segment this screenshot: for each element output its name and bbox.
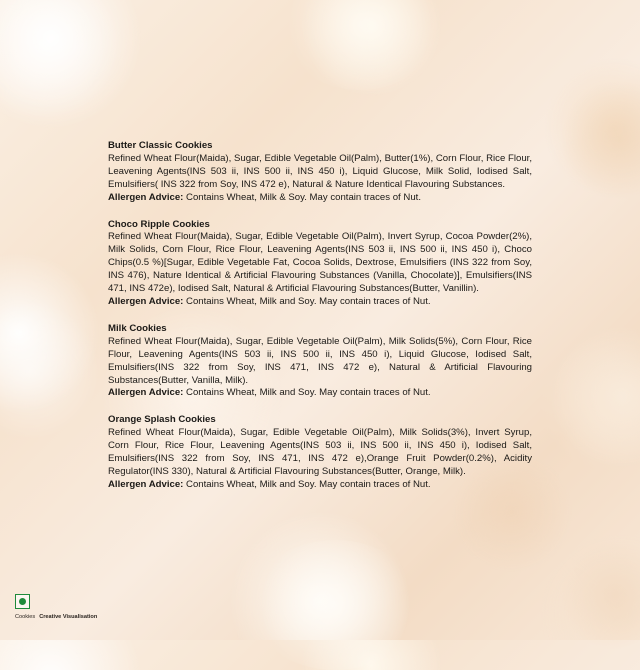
- product-heading: Choco Ripple Cookies: [108, 218, 210, 230]
- allergen-text: Contains Wheat, Milk and Soy. May contain traces of Nut.: [183, 295, 431, 307]
- ingredients-panel: [108, 140, 532, 506]
- ingredients-text: Refined Wheat Flour(Maida), Sugar, Edible Vegetable Oil(Palm), Invert Syrup, Cocoa Powder(2%), Milk Solids, Corn Flour, Rice Flour, Leavening Agents(INS 503 ii, INS 500 ii, INS 450 i), Choco Chips(0.5 %)[Sugar, Edible Vegetable Fat, Cocoa Solids, Dextrose, Emulsifiers (INS 322 from Soy, INS 476), Nature Identical & Artificial Flavouring Substances (Vanilla, Chocolate)], Emulsifiers(INS 471, INS 472e), Iodised Salt, Natural & Artificial Flavouring Substances(Butter, Vanillin).: [108, 231, 532, 295]
- allergen-text: Contains Wheat, Milk and Soy. May contain traces of Nut.: [183, 387, 431, 399]
- ingredients-text: Refined Wheat Flour(Maida), Sugar, Edible Vegetable Oil(Palm), Milk Solids(5%), Corn Flour, Rice Flour, Leavening Agents(INS 503 ii, INS 500 ii, INS 450 i), Liquid Glucose, Iodised Salt, Emulsifiers(INS 322 from Soy, INS 471, INS 472 e), Natural & Artificial Flavouring Substances(Butter, Vanilla, Milk).: [108, 335, 532, 386]
- bokeh-light: [0, 0, 120, 120]
- bokeh-light: [540, 340, 640, 470]
- ingredients-text: Refined Wheat Flour(Maida), Sugar, Edible Vegetable Oil(Palm), Milk Solids(3%), Invert Syrup, Corn Flour, Rice Flour, Leavening Agents(INS 503 ii, INS 500 ii, INS 450 i), Iodised Salt, Emulsifiers(INS 322 from Soy, INS 471, INS 472 e),Orange Fruit Powder(0.2%), Acidity Regulator(INS 330), Natural & Artificial Flavouring Substances(Butter, Orange, Milk).: [108, 427, 532, 477]
- veg-dot: [19, 598, 26, 605]
- allergen-text: Contains Wheat, Milk & Soy. May contain traces of Nut.: [183, 191, 421, 203]
- product-section-butter-classic: [108, 140, 532, 205]
- allergen-text: Contains Wheat, Milk and Soy. May contain traces of Nut.: [183, 478, 431, 490]
- allergen-label: Allergen Advice:: [108, 387, 184, 399]
- product-section-choco-ripple: [108, 219, 532, 309]
- bokeh-light: [250, 540, 420, 670]
- allergen-label: Allergen Advice:: [108, 295, 184, 307]
- allergen-label: Allergen Advice:: [108, 478, 184, 490]
- bokeh-light: [280, 0, 440, 90]
- bokeh-light: [0, 300, 100, 440]
- bokeh-light: [560, 540, 640, 650]
- allergen-label: Allergen Advice:: [108, 191, 184, 203]
- footer-tag: Creative Visualisation: [39, 614, 98, 620]
- product-heading: Butter Classic Cookies: [108, 140, 213, 151]
- allergen-advice: [108, 387, 532, 400]
- veg-mark-icon: [15, 594, 30, 609]
- ingredients-text: Refined Wheat Flour(Maida), Sugar, Edible Vegetable Oil(Palm), Butter(1%), Corn Flour, Rice Flour, Leavening Agents(INS 503 ii, INS 500 ii, INS 450 i), Liquid Glucose, Milk Solid, Iodised Salt, Emulsifiers( INS 322 from Soy, INS 472 e), Natural & Nature Identical Flavouring Substances.: [108, 152, 532, 190]
- product-heading: Milk Cookies: [108, 322, 167, 334]
- product-section-orange-splash: [108, 414, 532, 491]
- product-section-milk: [108, 323, 532, 400]
- footer: [15, 594, 97, 620]
- allergen-advice: [108, 479, 532, 492]
- footer-category: Cookies: [15, 614, 36, 620]
- bokeh-light: [560, 80, 640, 200]
- allergen-advice: [108, 192, 532, 205]
- allergen-advice: [108, 296, 532, 309]
- product-heading: Orange Splash Cookies: [108, 414, 216, 426]
- footer-caption: [15, 614, 97, 620]
